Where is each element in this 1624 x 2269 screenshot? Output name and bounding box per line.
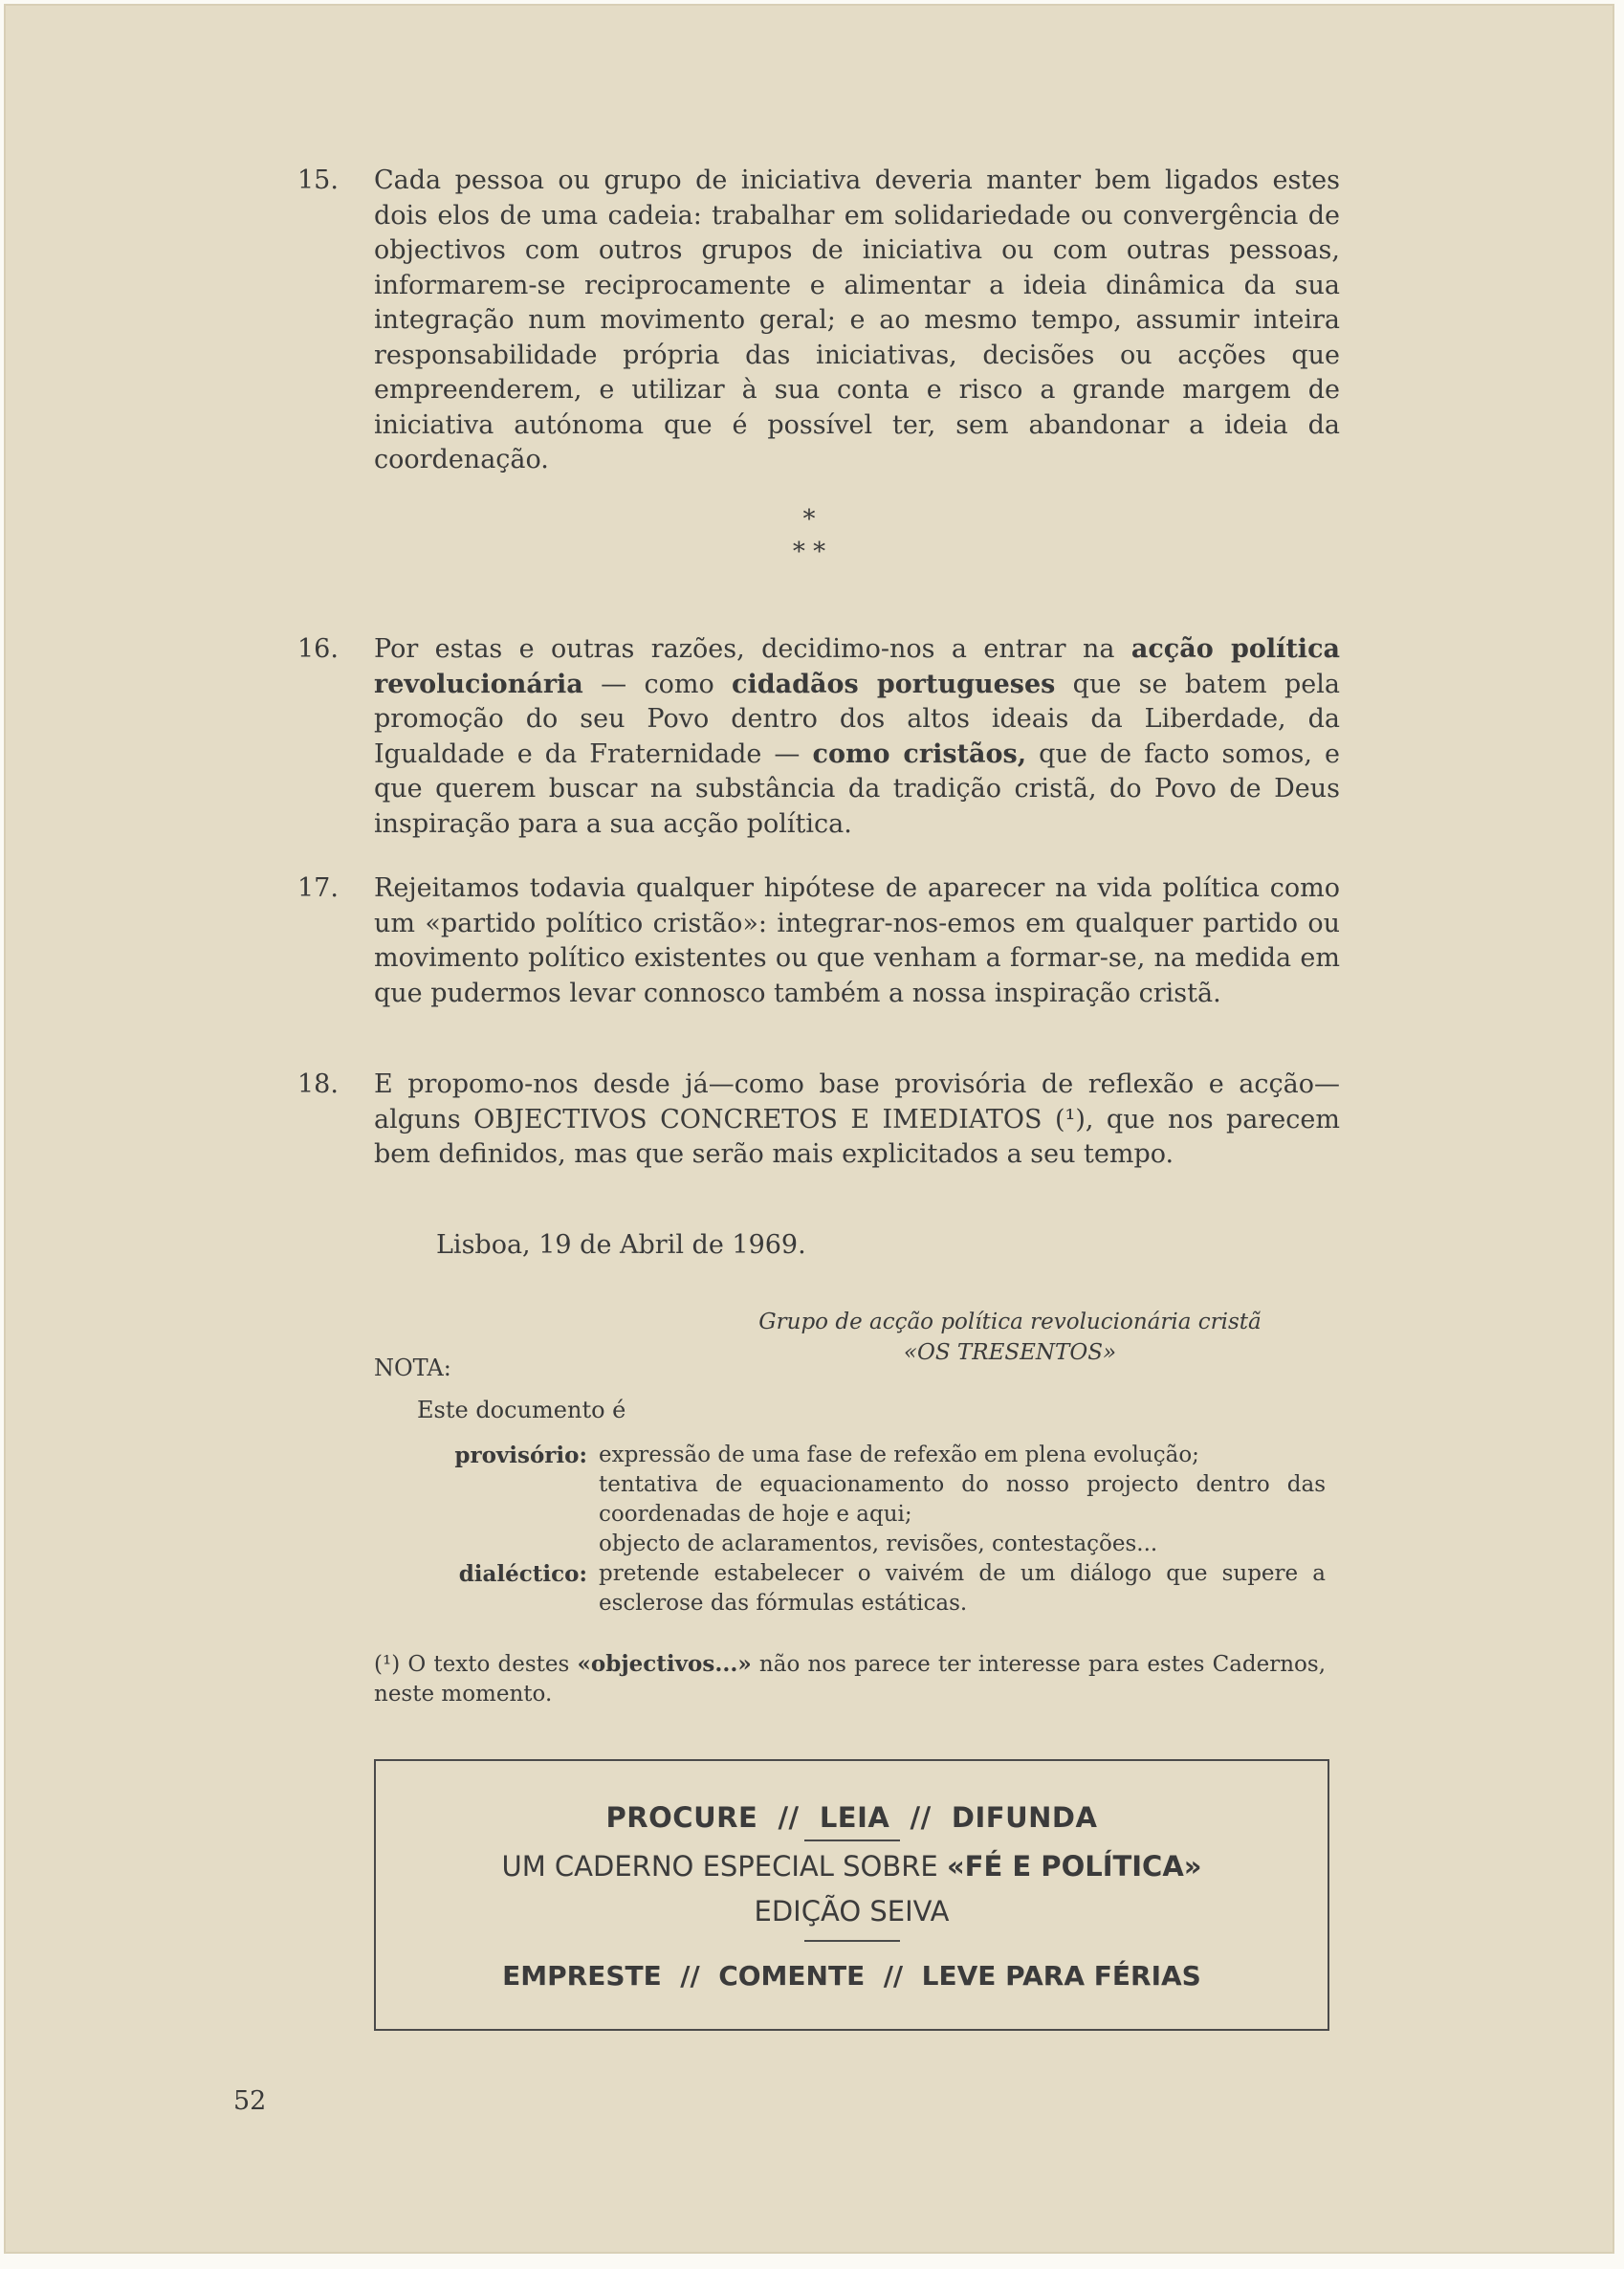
- document-page: [6, 6, 1613, 2252]
- paragraph-15: [297, 164, 1340, 478]
- promo-line-procure: PROCURE // LEIA // DIFUNDA: [605, 1801, 1098, 1834]
- paragraph-text: Rejeitamos todavia qualquer hipótese de aparecer na vida política como um «partido político cristão»: integrar-nos-emos em qualquer partido ou movimento político existentes ou que venham a formar-se, na medida em que pudermos levar connosco também a nossa inspiração cristã.: [374, 873, 1340, 1008]
- promo-line-caderno: UM CADERNO ESPECIAL SOBRE «FÉ E POLÍTICA»: [501, 1850, 1202, 1883]
- definition-body: [599, 1559, 1326, 1619]
- separator-bottom-stars: * *: [792, 538, 826, 566]
- promo-line-edicao: EDIÇÃO SEIVA: [754, 1895, 950, 1928]
- paragraph-text: Por estas e outras razões, decidimo-nos a entrar na acção política revolucionária — como cidadãos portugueses que se batem pela promoção do seu Povo dentro dos altos ideais da Liberdade, da Igualdade e da Fraternidade — como cristãos, que de facto somos, e que querem buscar na substância da tradição cristã, do Povo de Deus inspiração para a sua acção política.: [374, 634, 1341, 839]
- definition-term: dialéctico:: [458, 1561, 587, 1587]
- definition-provisorio: [436, 1441, 1326, 1559]
- signature-group-title: «OS TRESENTOS»: [903, 1340, 1117, 1365]
- separator-top-star: *: [802, 505, 816, 534]
- paragraph-16: [297, 632, 1341, 842]
- paragraph-number: 15.: [297, 165, 339, 195]
- definition-line: objecto de aclaramentos, revisões, contestações...: [599, 1531, 1158, 1556]
- page-number: 52: [233, 2086, 267, 2116]
- definition-term: provisório:: [454, 1443, 587, 1468]
- promo-divider: [804, 1839, 900, 1841]
- paragraph-number: 16.: [297, 634, 339, 664]
- definition-line: tentativa de equacionamento do nosso projecto dentro das coordenadas de hoje e aqui;: [599, 1472, 1326, 1527]
- paragraph-text: Cada pessoa ou grupo de iniciativa deveria manter bem ligados estes dois elos de uma cadeia: trabalhar em solidariedade ou convergência de objectivos com outros grupos de iniciativa ou com outras pessoas, informarem-se reciprocamente e alimentar a ideia dinâmica da sua integração num movimento geral; e ao mesmo tempo, assumir inteira responsabilidade própria das iniciativas, decisões ou acções que empreenderem, e utilizar à sua conta e risco a grande margem de iniciativa autónoma que é possível ter, sem abandonar a ideia da coordenação.: [374, 165, 1340, 474]
- note-definitions: [436, 1441, 1326, 1619]
- definition-dialectico: [436, 1559, 1326, 1619]
- paragraph-number: 18.: [297, 1069, 339, 1099]
- paragraph-text: E propomo-nos desde já—como base provisória de reflexão e acção—alguns OBJECTIVOS CONCRETOS E IMEDIATOS (¹), que nos parecem bem definidos, mas que serão mais explicitados a seu tempo.: [374, 1069, 1340, 1169]
- note-intro: Este documento é: [417, 1397, 626, 1423]
- promo-box: [374, 1759, 1329, 2031]
- section-separator: [6, 503, 1613, 568]
- paragraph-18: [297, 1068, 1340, 1173]
- note-label: NOTA:: [374, 1355, 451, 1381]
- document-date: Lisboa, 19 de Abril de 1969.: [436, 1230, 806, 1260]
- definition-line: pretende estabelecer o vaivém de um diálogo que supere a esclerose das fórmulas estáticas.: [599, 1561, 1326, 1616]
- signature-group-name: Grupo de acção política revolucionária cristã: [758, 1310, 1262, 1334]
- definition-body: [599, 1441, 1326, 1559]
- paragraph-number: 17.: [297, 873, 339, 903]
- paragraph-17: [297, 871, 1340, 1011]
- footnote-marker: (¹): [374, 1652, 401, 1677]
- promo-divider: [804, 1940, 900, 1942]
- signature: [742, 1307, 1278, 1368]
- footnote: (¹) O texto destes «objectivos...» não nos parece ter interesse para estes Cadernos, neste momento.: [374, 1651, 1327, 1707]
- definition-line: expressão de uma fase de refexão em plena evolução;: [599, 1443, 1199, 1467]
- promo-line-empreste: EMPRESTE // COMENTE // LEVE PARA FÉRIAS: [502, 1960, 1201, 1992]
